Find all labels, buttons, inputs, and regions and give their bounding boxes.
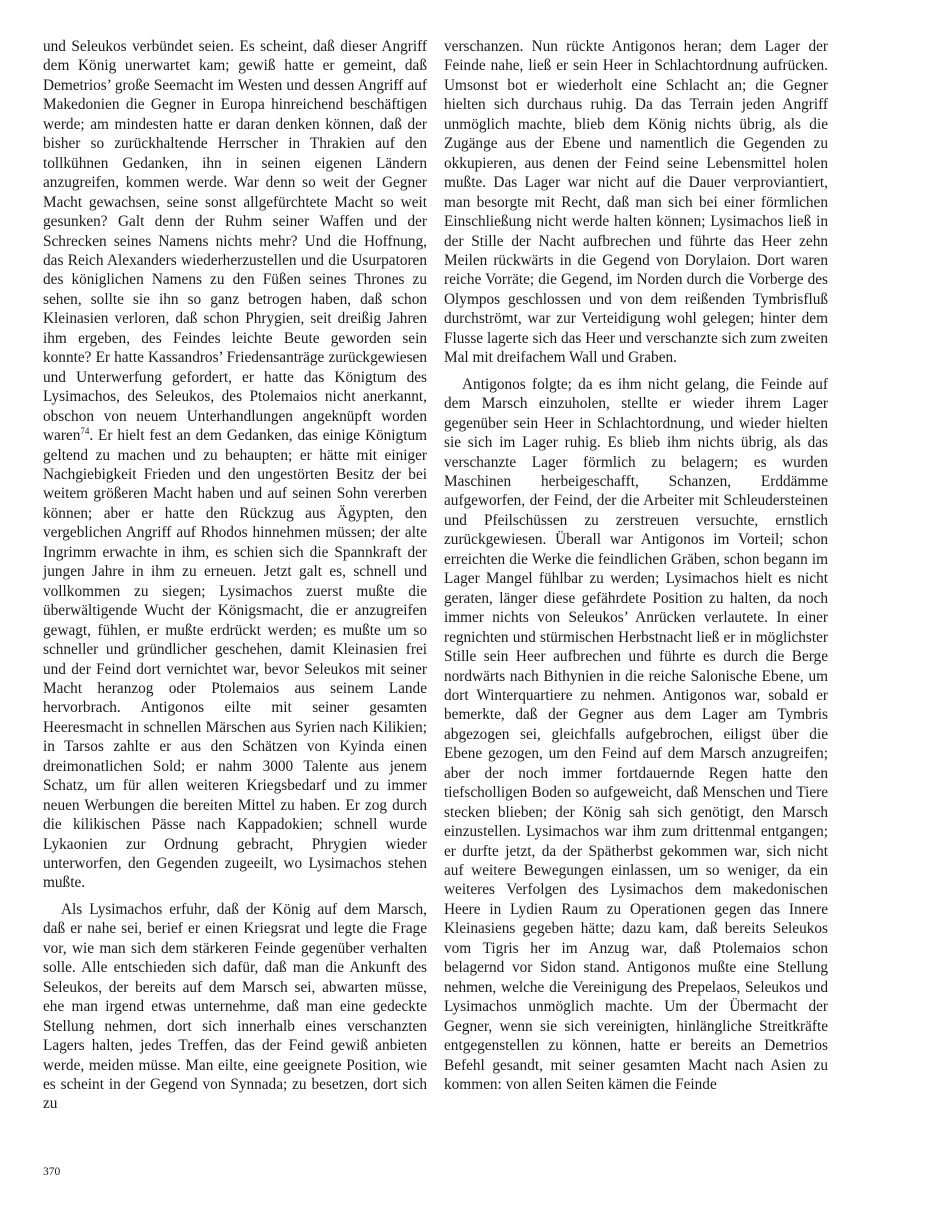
right-paragraph-1: verschanzen. Nun rückte Antigonos heran; dem Lager der Feinde nahe, ließ er sein Heer in Schlachtordnung aufrücken. Umsonst bot er wiederholt eine Schlacht an; die Gegner hielten sich durchaus ruhig. Da das Terrain jeden Angriff unmöglich machte, blieb dem König nichts übrig, als die Zugänge aus der Ebene und namentlich die Gegenden zu okkupieren, aus denen der Feind seine Lebensmittel holen mußte. Das Lager war nicht auf die Dauer verproviantiert, man besorgte mit Recht, daß man sich bei einer förmlichen Einschließung nicht werde halten können; Lysimachos ließ in der Stille der Nacht aufbrechen und führte das Heer zehn Meilen rückwärts in die Gegend von Dorylaion. Dort waren reiche Vorräte; die Gegend, im Norden durch die Vorberge des Olympos geschlossen und von dem reißenden Tymbrisfluß durchströmt, war zur Verteidigung wohl gelegen; hinter dem Flusse lagerte sich das Heer und verschanzte sich zum zweiten Mal mit dreifachem Wall und Graben. [444,38,828,367]
left-column [43,37,427,1114]
left-paragraph-1-text: und Seleukos verbündet seien. Es scheint, daß dieser Angriff dem König unerwartet kam; gewiß hatte er gemeint, daß Demetrios’ große Seemacht im Westen und dessen Angriff auf Makedonien die Gegner in Europa hinreichend beschäftigen werde; am mindesten hatte er daran denken können, daß der bisher so zurückhaltende Herrscher in Thrakien auf den tollkühnen Gedanken, ihn in seinen eigenen Ländern anzugreifen, kommen werde. War denn so weit der Gegner Macht gewachsen, seine sonst allgefürchtete Macht so weit gesunken? Galt denn der Ruhm seiner Waffen und der Schrecken seines Namens nichts mehr? Und die Hoffnung, das Reich Alexanders wiederherzustellen und die Usurpatoren des königlichen Namens zu den Füßen seines Thrones zu sehen, sollte sie ihn so ganz betrogen haben, daß schon Kleinasien verloren, daß schon Phrygien, seit dreißig Jahren ihm ergeben, des Feindes leichte Beute geworden sein konnte? Er hatte Kassandros’ Friedensanträge zurückgewiesen und Unterwerfung gefordert, er hatte das Königtum des Lysimachos, des Seleukos, des Ptolemaios nicht anerkannt, obschon von neuem Unterhandlungen angeknüpft worden waren [43,38,427,445]
left-paragraph-1-continuation: . Er hielt fest an dem Gedanken, das einige Königtum geltend zu machen und zu behaupten; er hätte mit einiger Nachgiebigkeit Frieden und den ungestörten Besitz der bei weitem größeren Macht haben und auf seinen Sohn vererben können; aber er hatte den Rückzug aus Ägypten, den vergeblichen Angriff auf Rhodos hinnehmen müssen; der alte Ingrimm erwachte in ihm, es schien sich die Spannkraft der jungen Jahre in ihm zu erneuen. Jetzt galt es, schnell und vollkommen zu siegen; Lysimachos zuerst mußte die überwältigende Wucht der Königsmacht, die er anzugreifen gewagt, fühlen, er mußte erdrückt werden; es mußte um so schneller und gründlicher geschehen, damit Kleinasien frei und der Feind dort vernichtet war, bevor Seleukos mit seiner Macht heranzog oder Ptolemaios aus seinem Lande hervorbrach. Antigonos eilte mit seiner gesamten Heeresmacht in schnellen Märschen aus Syrien nach Kilikien; in Tarsos zahlte er aus den Schätzen von Kyinda einen dreimonatlichen Sold; er nahm 3000 Talente aus jenem Schatz, um für allen weiteren Kriegsbedarf und zu immer neuen Werbungen die bereiten Mittel zu haben. Er zog durch die kilikischen Pässe nach Kappadokien; schnell wurde Lykaonien zur Ordnung gebracht, Phrygien wieder unterworfen, den Gegenden zugeeilt, wo Lysimachos stehen mußte. [43,427,427,892]
page-number: 370 [43,1166,61,1178]
left-paragraph-2: Als Lysimachos erfuhr, daß der König auf dem Marsch, daß er nahe sei, berief er einen Kriegsrat und legte die Frage vor, wie man sich dem stärkeren Feinde gegenüber verhalten solle. Alle entschieden sich dafür, daß man die Ankunft des Seleukos, der bereits auf dem Marsch sei, abwarten müsse, ehe man irgend etwas unternehme, daß man eine gedeckte Stellung nehmen, dort sich innerhalb eines verschanzten Lagers halten, jedes Treffen, das der Feind gewiß anbieten werde, meiden müsse. Man eilte, eine geeignete Position, wie es scheint in der Gegend von Synnada; zu besetzen, dort sich zu [43,900,427,1113]
footnote-reference: 74 [80,426,90,437]
right-column [444,37,828,1094]
left-paragraph-1 [43,37,427,893]
right-paragraph-2: Antigonos folgte; da es ihm nicht gelang, die Feinde auf dem Marsch einzuholen, stellte er wieder ihrem Lager gegenüber sein Heer in Schlachtordnung, und wieder hielten sie sich im Lager ruhig. Es blieb ihm nichts übrig, als das verschanzte Lager förmlich zu belagern; es wurden Maschinen herbeigeschafft, Schanzen, Erddämme aufgeworfen, der Feind, der die Arbeiter mit Schleudersteinen und Pfeilschüssen zu zerstreuen versuchte, ernstlich zurückgewiesen. Überall war Antigonos im Vorteil; schon erreichten die Werke die feindlichen Gräben, schon begann im Lager Mangel fühlbar zu werden; Lysimachos hielt es nicht geraten, länger diese gefährdete Position zu halten, da noch immer nichts von Seleukos’ Anrücken verlautete. In einer regnichten und stürmischen Herbstnacht ließ er in möglichster Stille sein Heer aufbrechen und führte es durch die Berge nordwärts nach Bithynien in die reiche Salonische Ebene, um dort Winterquartiere zu nehmen. Antigonos war, sobald er bemerkte, daß der Gegner aus dem Lager am Tymbris abgezogen sei, gleichfalls aufgebrochen, eiligst über die Ebene gezogen, um den Feind auf dem Marsch anzugreifen; aber der noch immer fortdauernde Regen hatte den tiefscholligen Boden so aufgeweicht, daß Menschen und Tiere stecken blieben; der König sah sich genötigt, den Marsch einzustellen. Lysimachos war ihm zum drittenmal entgangen; er durfte jetzt, da der Spätherbst gekommen war, sich nicht auf weitere Bewegungen einlassen, um so weniger, da ein weiteres Verfolgen des Lysimachos dem makedonischen Heere in Lydien Raum zu Operationen gegen das Innere Kleinasiens gegeben hätte; dazu kam, daß bereits Seleukos vom Tigris her im Anzug war, daß Ptolemaios schon belagernd vor Sidon stand. Antigonos mußte eine Stellung nehmen, welche die Vereinigung des Prepelaos, Seleukos und Lysimachos unmöglich machte. Um der Übermacht der Gegner, wenn sie sich vereinigten, hinlängliche Streitkräfte entgegenstellen zu können, hatte er bereits an Demetrios Befehl gesandt, mit seiner gesamten Macht nach Asien zu kommen: von allen Seiten kämen die Feinde [444,375,828,1094]
